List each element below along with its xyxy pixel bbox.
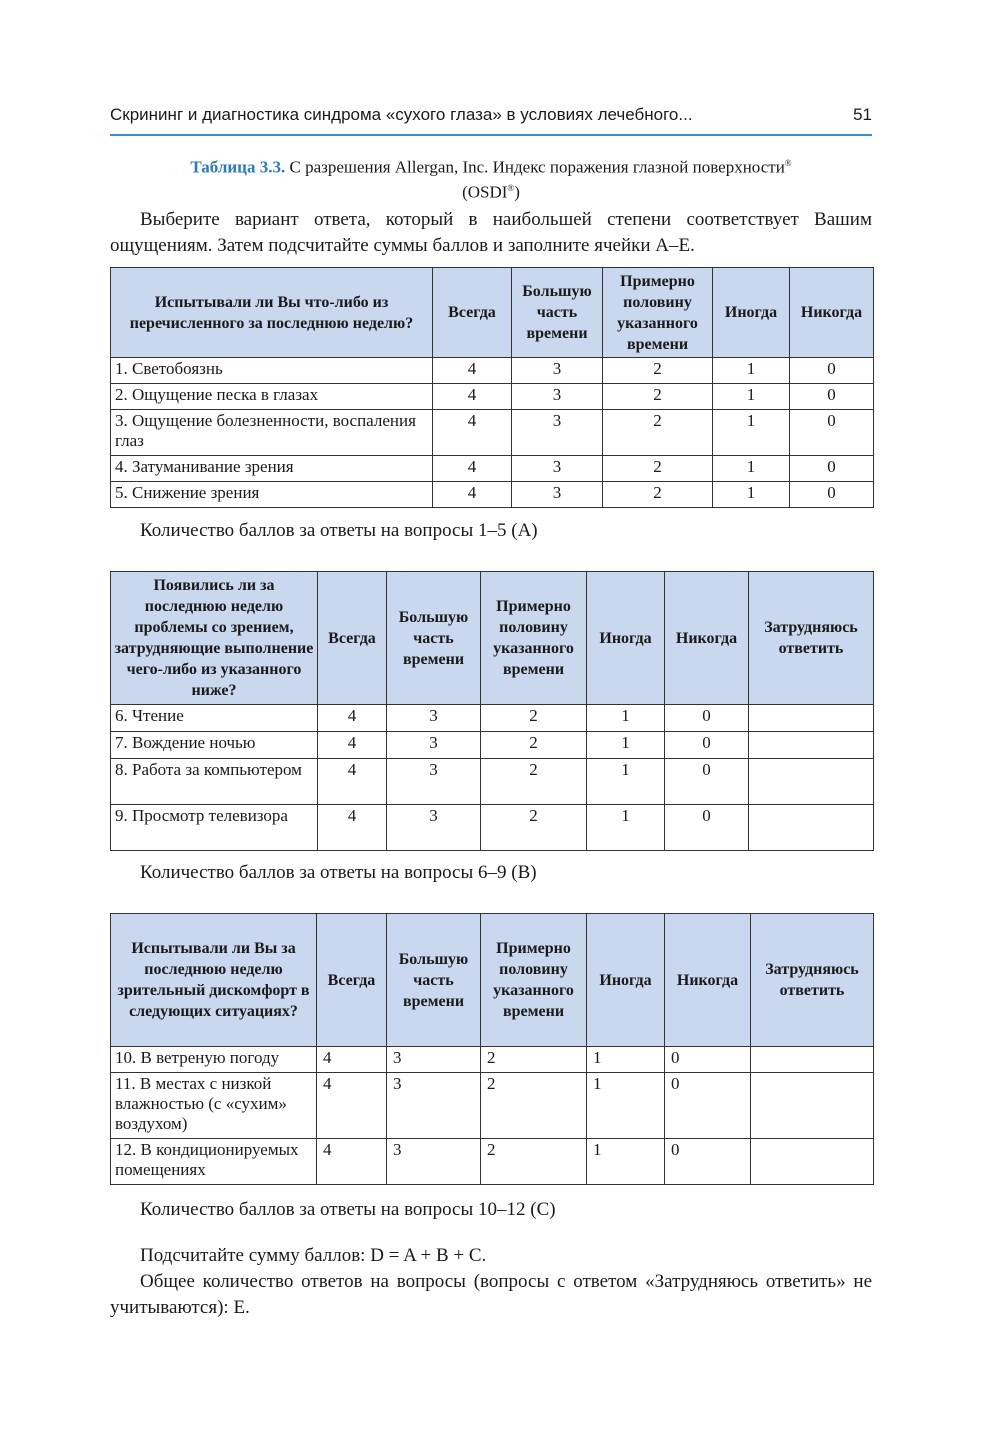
page-number: 51 (853, 105, 872, 124)
sometimes-header: Иногда (587, 914, 665, 1047)
question-label: 11. В местах с низкой влажностью (с «сухим» воздухом) (111, 1073, 317, 1139)
score-cell: 4 (433, 410, 512, 456)
half-time-header: Примерно половину указанного времени (481, 914, 587, 1047)
score-cell: 3 (387, 1073, 481, 1139)
score-cell: 3 (512, 482, 603, 508)
empty-cell (751, 1047, 874, 1073)
score-cell: 1 (713, 358, 790, 384)
question-label: 3. Ощущение болезненности, воспаления глаз (111, 410, 433, 456)
question-header: Появились ли за последнюю неделю проблемы со зрением, затрудняющие выполнение чего-либо из указанного ниже? (111, 572, 318, 705)
question-label: 2. Ощущение песка в глазах (111, 384, 433, 410)
total-d-text: Подсчитайте сумму баллов: D = A + B + C. (140, 1245, 487, 1266)
question-label: 1. Светобоязнь (111, 358, 433, 384)
score-cell: 1 (587, 705, 665, 732)
question-header: Испытывали ли Вы что-либо из перечисленного за последнюю неделю? (111, 268, 433, 358)
registered-mark: ® (784, 158, 792, 168)
sum-a-label: Количество баллов за ответы на вопросы 1–5 (A) (140, 520, 538, 541)
score-cell: 1 (713, 410, 790, 456)
score-cell: 1 (713, 456, 790, 482)
question-label: 5. Снижение зрения (111, 482, 433, 508)
score-cell: 3 (512, 456, 603, 482)
empty-cell (749, 732, 874, 759)
sum-b-label: Количество баллов за ответы на вопросы 6–9 (B) (140, 862, 537, 883)
score-cell: 1 (587, 1139, 665, 1185)
not-applicable-header: Затрудняюсь ответить (749, 572, 874, 705)
score-cell: 2 (481, 759, 587, 805)
running-head-title: Скрининг и диагностика синдрома «сухого глаза» в условиях лечебного... (110, 105, 693, 124)
score-cell: 0 (790, 384, 874, 410)
score-cell: 4 (318, 732, 387, 759)
most-time-header: Большую часть времени (387, 914, 481, 1047)
score-cell: 1 (587, 1047, 665, 1073)
empty-cell (749, 805, 874, 851)
question-label: 10. В ветреную погоду (111, 1047, 317, 1073)
score-cell: 3 (387, 1047, 481, 1073)
score-cell: 0 (790, 456, 874, 482)
table-row (111, 759, 874, 805)
score-cell: 0 (665, 759, 749, 805)
table-row (111, 1073, 874, 1139)
caption-label: Таблица 3.3. (190, 157, 286, 177)
score-cell: 0 (665, 1047, 751, 1073)
score-cell: 1 (587, 1073, 665, 1139)
score-cell: 4 (317, 1047, 387, 1073)
half-time-header: Примерно половину указанного времени (603, 268, 713, 358)
empty-cell (749, 759, 874, 805)
score-cell: 4 (433, 482, 512, 508)
score-cell: 1 (587, 732, 665, 759)
question-label: 9. Просмотр телевизора (111, 805, 318, 851)
score-cell: 2 (603, 456, 713, 482)
sometimes-header: Иногда (713, 268, 790, 358)
score-cell: 4 (433, 358, 512, 384)
table-row (111, 705, 874, 732)
score-cell: 2 (481, 705, 587, 732)
table-row (111, 1139, 874, 1185)
environment-table (110, 913, 874, 1185)
score-cell: 0 (790, 482, 874, 508)
table-caption (110, 153, 872, 202)
final-instructions (110, 1243, 872, 1321)
count-e-text: Общее количество ответов на вопросы (вопросы с ответом «Затрудняюсь ответить» не учитываются): E. (110, 1271, 872, 1318)
score-cell: 4 (317, 1139, 387, 1185)
score-cell: 4 (318, 805, 387, 851)
score-cell: 2 (481, 1139, 587, 1185)
score-cell: 2 (481, 1047, 587, 1073)
score-cell: 2 (603, 482, 713, 508)
sometimes-header: Иногда (587, 572, 665, 705)
score-cell: 2 (603, 384, 713, 410)
table-row (111, 482, 874, 508)
score-cell: 4 (433, 384, 512, 410)
instructions-paragraph: Выберите вариант ответа, который в наибольшей степени соответствует Вашим ощущениям. Затем подсчитайте суммы баллов и заполните ячейки А–Е. (110, 209, 872, 256)
question-label: 4. Затуманивание зрения (111, 456, 433, 482)
score-cell: 3 (387, 705, 481, 732)
symptoms-table (110, 267, 874, 508)
most-time-header: Большую часть времени (512, 268, 603, 358)
table-row (111, 358, 874, 384)
half-time-header: Примерно половину указанного времени (481, 572, 587, 705)
score-cell: 2 (481, 732, 587, 759)
score-cell: 2 (603, 410, 713, 456)
score-cell: 1 (713, 482, 790, 508)
score-cell: 3 (512, 410, 603, 456)
score-cell: 4 (433, 456, 512, 482)
question-label: 8. Работа за компьютером (111, 759, 318, 805)
score-cell: 2 (603, 358, 713, 384)
score-cell: 4 (318, 705, 387, 732)
score-cell: 0 (665, 1139, 751, 1185)
table-row (111, 456, 874, 482)
question-label: 12. В кондиционируемых помещениях (111, 1139, 317, 1185)
score-cell: 0 (665, 732, 749, 759)
score-cell: 0 (790, 358, 874, 384)
table-row (111, 805, 874, 851)
question-header: Испытывали ли Вы за последнюю неделю зрительный дискомфорт в следующих ситуациях? (111, 914, 317, 1047)
empty-cell (751, 1073, 874, 1139)
score-cell: 0 (665, 805, 749, 851)
score-cell: 3 (387, 805, 481, 851)
score-cell: 1 (713, 384, 790, 410)
score-cell: 3 (387, 1139, 481, 1185)
question-label: 6. Чтение (111, 705, 318, 732)
score-cell: 3 (387, 732, 481, 759)
table-row (111, 410, 874, 456)
score-cell: 0 (665, 1073, 751, 1139)
score-cell: 2 (481, 1073, 587, 1139)
registered-mark: ® (507, 182, 515, 193)
score-cell: 0 (790, 410, 874, 456)
never-header: Никогда (790, 268, 874, 358)
caption-text: С разрешения Allergan, Inc. Индекс поражения глазной поверхности (289, 157, 785, 177)
caption-abbrev: (OSDI (462, 182, 508, 202)
never-header: Никогда (665, 572, 749, 705)
score-cell: 1 (587, 759, 665, 805)
not-applicable-header: Затрудняюсь ответить (751, 914, 874, 1047)
table-row (111, 732, 874, 759)
most-time-header: Большую часть времени (387, 572, 481, 705)
empty-cell (749, 705, 874, 732)
vision-tasks-table (110, 571, 874, 851)
score-cell: 3 (387, 759, 481, 805)
question-label: 7. Вождение ночью (111, 732, 318, 759)
score-cell: 3 (512, 384, 603, 410)
never-header: Никогда (665, 914, 751, 1047)
table-row (111, 384, 874, 410)
always-header: Всегда (433, 268, 512, 358)
always-header: Всегда (317, 914, 387, 1047)
running-head (110, 104, 872, 136)
table-row (111, 1047, 874, 1073)
score-cell: 4 (317, 1073, 387, 1139)
score-cell: 0 (665, 705, 749, 732)
score-cell: 1 (587, 805, 665, 851)
sum-c-label: Количество баллов за ответы на вопросы 10–12 (C) (140, 1199, 556, 1220)
caption-close: ) (514, 182, 520, 202)
score-cell: 2 (481, 805, 587, 851)
score-cell: 4 (318, 759, 387, 805)
empty-cell (751, 1139, 874, 1185)
always-header: Всегда (318, 572, 387, 705)
score-cell: 3 (512, 358, 603, 384)
